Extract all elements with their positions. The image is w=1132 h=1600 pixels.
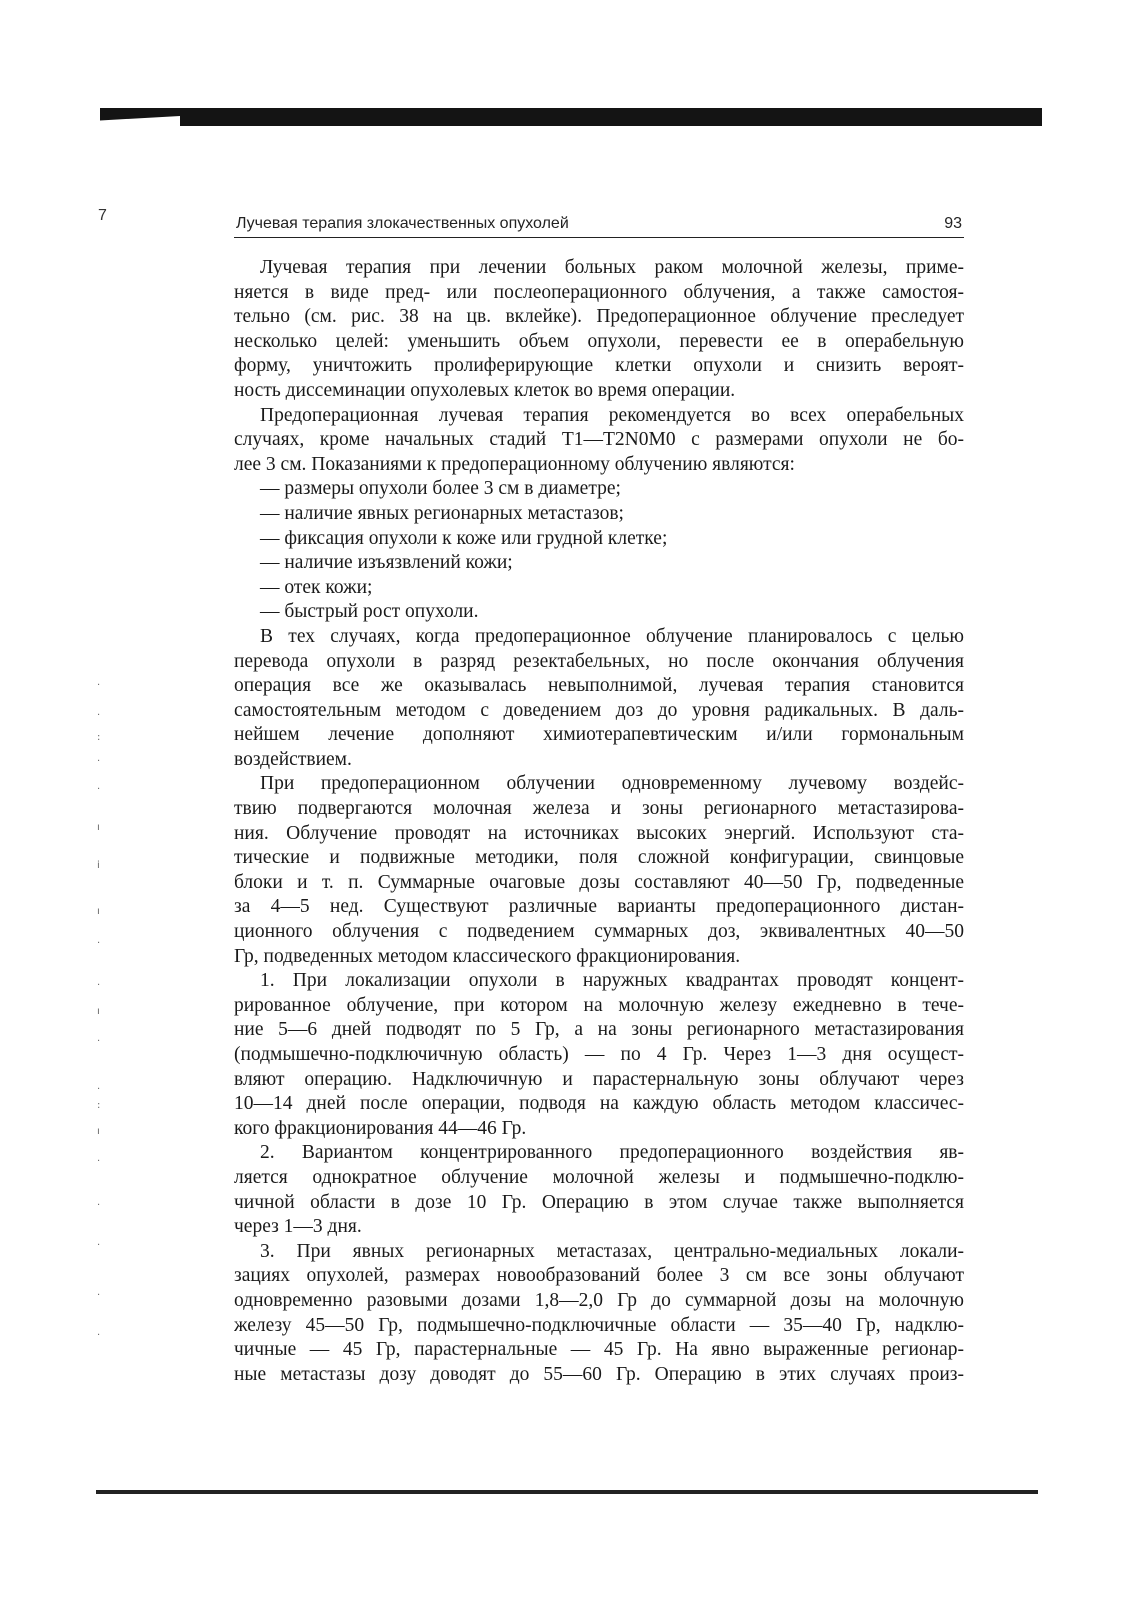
indications-list	[234, 477, 964, 625]
text-line: тические и подвижные методики, поля сложной конфигурации, свинцовые	[234, 847, 964, 869]
text-line: 3. При явных регионарных метастазах, центрально-медиальных локали-	[260, 1240, 964, 1262]
page-number: 93	[944, 215, 962, 232]
text-line: лее 3 см. Показаниями к предоперационному облучению являются:	[234, 453, 795, 475]
text-line: ния. Облучение проводят на источниках высоких энергий. Используют ста-	[234, 822, 964, 844]
text-line: ность диссеминации опухолевых клеток во время операции.	[234, 379, 736, 401]
margin-scan-specks: · · : · · ı i ı · · ı · · : ı · · · · ·	[97, 680, 101, 1341]
margin-mark: 7	[98, 207, 107, 224]
list-item: — наличие изъязвлений кожи;	[260, 552, 513, 574]
text-line: 10—14 дней после операции, подводя на каждую область методом классичес-	[234, 1093, 964, 1115]
text-line: нейшем лечение дополняют химиотерапевтическим и/или гормональным	[234, 724, 964, 746]
text-line: ные метастазы дозу доводят до 55—60 Гр. Операцию в этих случаях произ-	[234, 1363, 964, 1385]
text-line: 1. При локализации опухоли в наружных квадрантах проводят концент-	[260, 970, 964, 992]
text-line: (подмышечно-подключичную область) — по 4 Гр. Через 1—3 дня осущест-	[234, 1044, 964, 1065]
text-line: твию подвергаются молочная железа и зоны регионарного метастазирова-	[234, 798, 964, 820]
text-line: несколько целей: уменьшить объем опухоли, перевести ее в операбельную	[234, 330, 964, 352]
text-line: воздействием.	[234, 748, 352, 770]
text-line: вляют операцию. Надключичную и парастернальную зоны облучают через	[234, 1068, 964, 1090]
text-line: кого фракционирования 44—46 Гр.	[234, 1117, 527, 1139]
text-line: 2. Вариантом концентрированного предоперационного воздействия яв-	[260, 1142, 964, 1164]
text-line: самостоятельным методом с доведением доз до уровня радикальных. В даль-	[234, 699, 964, 721]
text-line: Предоперационная лучевая терапия рекомендуется во всех операбельных	[260, 404, 964, 426]
text-line: ляется однократное облучение молочной железы и подмышечно-подклю-	[234, 1166, 964, 1188]
paragraph-intro	[234, 256, 964, 404]
running-head-title: Лучевая терапия злокачественных опухолей	[236, 215, 569, 232]
text-line: В тех случаях, когда предоперационное облучение планировалось с целью	[260, 625, 964, 647]
footer-rule	[96, 1490, 1038, 1494]
paragraph-variant-1	[234, 969, 964, 1141]
paragraph-variant-3	[234, 1240, 964, 1388]
text-line: ционного облучения с подведением суммарных доз, эквивалентных 40—50	[234, 921, 964, 943]
paragraph-variant-2	[234, 1141, 964, 1239]
body-text	[234, 256, 964, 1387]
list-item: — фиксация опухоли к коже или грудной клетке;	[260, 527, 668, 549]
text-line: При предоперационном облучении одновременному лучевому воздейс-	[260, 773, 964, 795]
text-line: Гр, подведенных методом классического фракционирования.	[234, 945, 741, 967]
text-line: чичные — 45 Гр, парастернальные — 45 Гр. На явно выраженные регионар-	[234, 1339, 964, 1361]
list-item: — отек кожи;	[260, 576, 373, 598]
list-item: — быстрый рост опухоли.	[260, 601, 479, 623]
header-decorative-bar	[100, 108, 1042, 126]
paragraph-unresectable	[234, 625, 964, 773]
list-item: — наличие явных регионарных метастазов;	[260, 502, 624, 524]
text-line: тельно (см. рис. 38 на цв. вклейке). Предоперационное облучение преследует	[234, 306, 964, 328]
text-line: ние 5—6 дней подводят по 5 Гр, а на зоны регионарного метастазирования	[234, 1019, 964, 1041]
text-line: Лучевая терапия при лечении больных раком молочной железы, приме-	[260, 257, 964, 278]
text-line: операция все же оказывалась невыполнимой, лучевая терапия становится	[234, 675, 964, 697]
text-line: блоки и т. п. Суммарные очаговые дозы составляют 40—50 Гр, подведенные	[234, 871, 964, 893]
text-line: через 1—3 дня.	[234, 1216, 362, 1238]
text-line: железу 45—50 Гр, подмышечно-подключичные области — 35—40 Гр, надклю-	[234, 1314, 964, 1336]
text-line: случаях, кроме начальных стадий T1—T2N0M0 с размерами опухоли не бо-	[234, 429, 964, 451]
list-item: — размеры опухоли более 3 см в диаметре;	[260, 478, 621, 500]
text-line: за 4—5 нед. Существуют различные варианты предоперационного дистан-	[234, 896, 964, 918]
text-line: няется в виде пред- или послеоперационного облучения, а также самостоя-	[234, 281, 964, 303]
paragraph-indications	[234, 404, 964, 478]
text-line: зациях опухолей, размерах новообразований более 3 см все зоны облучают	[234, 1265, 964, 1287]
text-line: перевода опухоли в разряд резектабельных, но после окончания облучения	[234, 650, 964, 672]
text-line: рированное облучение, при котором на молочную железу ежедневно в тече-	[234, 994, 964, 1016]
paragraph-methods	[234, 772, 964, 969]
text-line: одновременно разовыми дозами 1,8—2,0 Гр до суммарной дозы на молочную	[234, 1289, 964, 1311]
text-line: форму, уничтожить пролиферирующие клетки опухоли и снизить вероят-	[234, 355, 964, 377]
running-head	[234, 213, 964, 238]
text-line: чичной области в дозе 10 Гр. Операцию в этом случае также выполняется	[234, 1191, 964, 1213]
